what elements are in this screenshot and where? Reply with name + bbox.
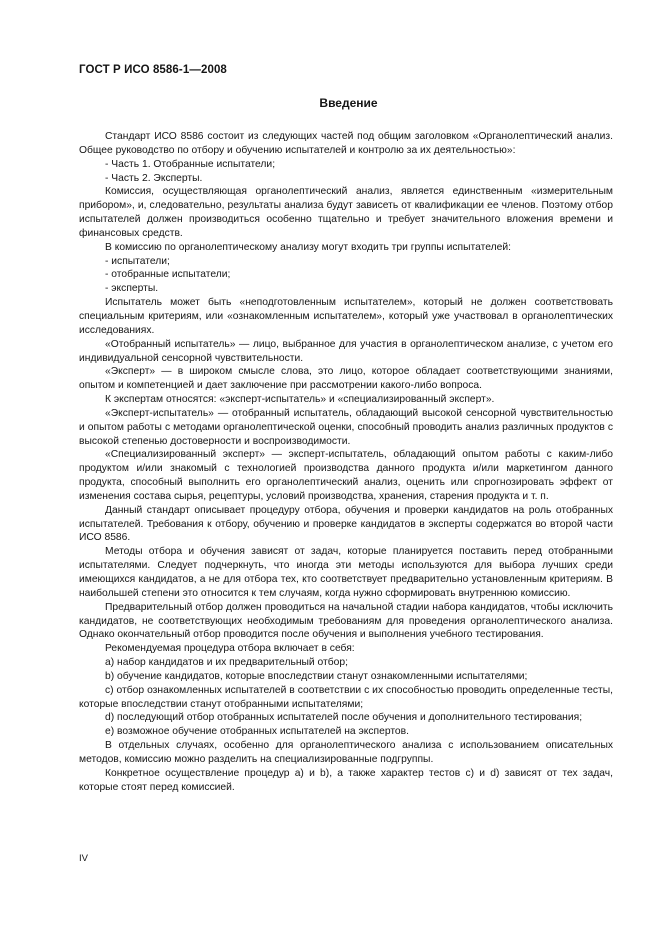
paragraph: «Эксперт-испытатель» — отобранный испытатель, обладающий высокой сенсорной чувствительностью и опытом работы с методами органолептической оценки, способный проводить анализ различных продуктов с высокой степенью достоверности и воспроизводимости. xyxy=(79,407,613,447)
page-number: IV xyxy=(79,853,88,864)
paragraph: Конкретное осуществление процедур а) и b), а также характер тестов c) и d) зависят от тех задач, которые стоят перед комиссией. xyxy=(79,767,613,793)
paragraph: В комиссию по органолептическому анализу могут входить три группы испытателей: xyxy=(105,241,511,253)
paragraph: В отдельных случаях, особенно для органолептического анализа с использованием описательных методов, комиссию можно разделить на специализированные подгруппы. xyxy=(79,740,613,765)
document-header: ГОСТ Р ИСО 8586-1—2008 xyxy=(79,64,227,76)
paragraph: Рекомендуемая процедура отбора включает в себя: xyxy=(105,643,355,655)
paragraph: К экспертам относятся: «эксперт-испытатель» и «специализированный эксперт». xyxy=(105,394,495,406)
list-item: е) возможное обучение отобранных испытателей на экспертов. xyxy=(105,726,409,738)
paragraph: Комиссия, осуществляющая органолептический анализ, является единственным «измерительным прибором», и, следовательно, результаты анализа будут зависеть от квалификации ее членов. Поэтому отбор испытателей должен производиться особенно тщательно и требует значительного вложения времени и финансовых средств. xyxy=(79,186,613,239)
list-item: а) набор кандидатов и их предварительный отбор; xyxy=(105,657,348,669)
list-item: - испытатели; xyxy=(105,255,170,267)
list-item: - Часть 1. Отобранные испытатели; xyxy=(105,158,276,170)
section-title: Введение xyxy=(319,96,378,110)
list-item: - отобранные испытатели; xyxy=(105,269,231,281)
list-item: b) обучение кандидатов, которые впоследствии станут ознакомленными испытателями; xyxy=(105,670,528,682)
list-item: c) отбор ознакомленных испытателей в соответствии с их способностью проводить определенные тесты, которые впоследствии станут отобранными испытателями; xyxy=(79,684,613,710)
paragraph: Методы отбора и обучения зависят от задач, которые планируется поставить перед отобранными испытателями. Следует подчеркнуть, что иногда эти методы используются для выбора лучших среди имеющихся кандидатов, а не для отбора тех, кто соответствует предварительно установленным критериям. В наибольшей степени это относится к тем случаям, когда нужно сформировать внутреннюю комиссию. xyxy=(79,546,613,599)
list-item: d) последующий отбор отобранных испытателей после обучения и дополнительного тестирования; xyxy=(105,712,583,724)
paragraph: «Специализированный эксперт» — эксперт-испытатель, обладающий опытом работы с каким-либо продуктом и/или знакомый с технологией производства данного продукта и/или маркетингом данного продукта, способный выполнить его органолептический анализ, оценить или спрогнозировать эффект от изменения состава сырья, рецептуры, условий производства, хранения, старения продукта и т. п. xyxy=(79,449,613,502)
list-item: - эксперты. xyxy=(105,283,159,295)
paragraph: Испытатель может быть «неподготовленным испытателем», который не должен соответствовать специальным критериям, или «ознакомленным испытателем», который уже участвовал в органолептических исследованиях. xyxy=(79,297,613,336)
paragraph: «Отобранный испытатель» — лицо, выбранное для участия в органолептическом анализе, с учетом его индивидуальной сенсорной чувствительности. xyxy=(79,338,613,364)
paragraph: Стандарт ИСО 8586 состоит из следующих частей под общим заголовком «Органолептический анализ. Общее руководство по отбору и обучению испытателей и контролю за их деятельностью»: xyxy=(79,131,613,156)
paragraph: Данный стандарт описывает процедуру отбора, обучения и проверки кандидатов на роль отобранных испытателей. Требования к отбору, обучению и проверке кандидатов в эксперты содержатся во второй части ИСО 8586. xyxy=(79,504,613,544)
list-item: - Часть 2. Эксперты. xyxy=(105,172,203,184)
paragraph: «Эксперт» — в широком смысле слова, это лицо, которое обладает соответствующими знаниями, опытом и компетенцией и дает заключение при рассмотрении какого-либо вопроса. xyxy=(79,366,613,392)
paragraph: Предварительный отбор должен проводиться на начальной стадии набора кандидатов, чтобы исключить кандидатов, не соответствующих необходимым требованиям для проведения органолептического анализа. Однако окончательный отбор проводится после обучения и выполнения учебного тестирования. xyxy=(79,601,613,641)
body-text xyxy=(79,130,613,795)
